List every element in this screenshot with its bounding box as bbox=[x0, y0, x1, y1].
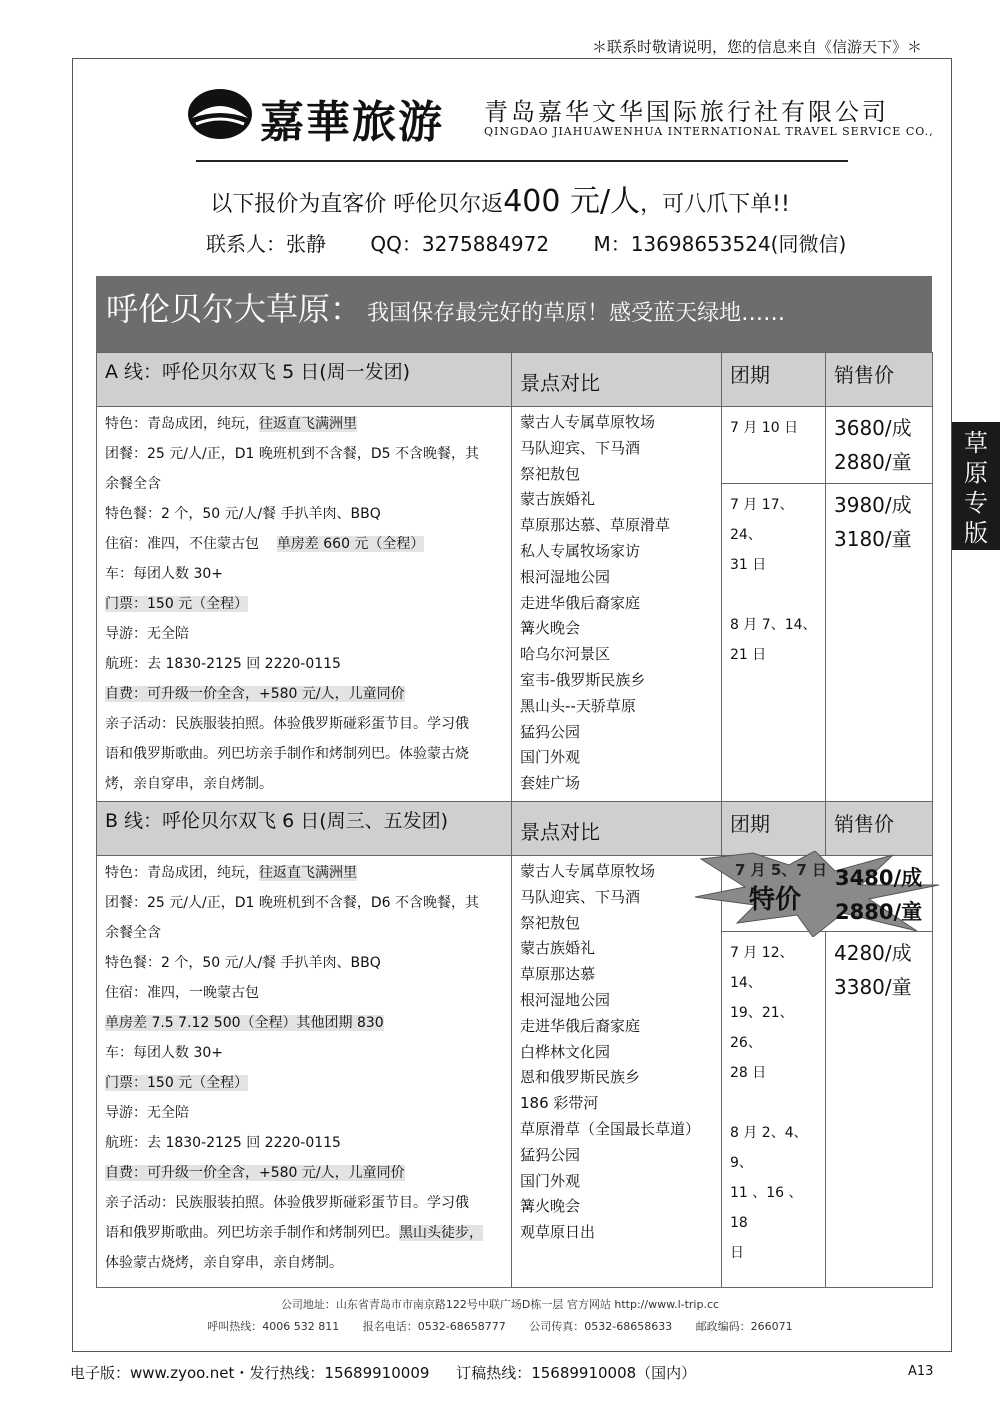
side-tab-char: 草 bbox=[964, 429, 988, 457]
promo-amount: 400 元/人 bbox=[503, 184, 641, 219]
line-b-special-row bbox=[97, 856, 933, 932]
banner-title: 呼伦贝尔大草原： bbox=[106, 290, 363, 328]
sight-item: 套娃广场 bbox=[520, 774, 581, 793]
contact-qq: QQ：3275884972 bbox=[370, 232, 550, 256]
detail-line: 门票：150 元（全程） bbox=[105, 1075, 249, 1091]
line-b-sights bbox=[512, 856, 722, 1288]
side-tab-char: 原 bbox=[964, 459, 988, 487]
side-tab-char: 版 bbox=[964, 519, 988, 547]
price-child: 3180/童 bbox=[834, 527, 912, 551]
line-b-price-header: 销售价 bbox=[826, 802, 933, 856]
detail-line: 语和俄罗斯歌曲。列巴坊亲手制作和烤制列巴。黑山头徒步， bbox=[105, 1225, 483, 1241]
date-line: 31 日 bbox=[730, 557, 767, 573]
line-b-dates bbox=[722, 932, 826, 1288]
sight-item: 国门外观 bbox=[520, 1171, 581, 1190]
detail-line: 住宿：准四，不住蒙古包 单房差 660 元（全程） bbox=[105, 536, 425, 552]
price-child: 3380/童 bbox=[834, 975, 912, 999]
special-dates: 7 月 5、7 日 bbox=[735, 861, 827, 879]
sight-item: 观草原日出 bbox=[520, 1223, 596, 1242]
detail-line: 住宿：准四，一晚蒙古包 bbox=[105, 985, 259, 1001]
edition-info: 电子版：www.zyoo.net・发行热线：15689910009 bbox=[70, 1364, 430, 1382]
price-child: 2880/童 bbox=[835, 900, 923, 924]
sight-item: 草原那达慕 bbox=[520, 965, 596, 984]
sight-item: 根河湿地公园 bbox=[520, 990, 611, 1009]
sight-item: 蒙古族婚礼 bbox=[520, 939, 596, 958]
title-banner bbox=[96, 276, 932, 352]
contact-person: 联系人：张静 bbox=[206, 232, 326, 256]
detail-line: 亲子活动：民族服装拍照。体验俄罗斯碰彩蛋节目。学习俄 bbox=[105, 716, 469, 732]
date-line: 日 bbox=[730, 1245, 744, 1261]
line-a-sights bbox=[512, 407, 722, 802]
date-line bbox=[730, 1088, 817, 1118]
detail-line: 车：每团人数 30+ bbox=[105, 1045, 223, 1061]
sight-item: 猛犸公园 bbox=[520, 722, 581, 741]
footer-hotline: 呼叫热线：4006 532 811 bbox=[207, 1320, 340, 1333]
company-name-en: QINGDAO JIAHUAWENHUA INTERNATIONAL TRAVEL SERVICE CO., bbox=[484, 125, 934, 138]
sight-item: 蒙古人专属草原牧场 bbox=[520, 413, 656, 431]
detail-line: 亲子活动：民族服装拍照。体验俄罗斯碰彩蛋节目。学习俄 bbox=[105, 1195, 469, 1211]
line-b-sights-header: 景点对比 bbox=[512, 802, 722, 856]
sight-item: 蒙古族婚礼 bbox=[520, 490, 596, 509]
sight-item: 马队迎宾、下马酒 bbox=[520, 887, 641, 906]
detail-line: 余餐全含 bbox=[105, 476, 161, 492]
sight-item: 白桦林文化园 bbox=[520, 1042, 611, 1061]
contact-mobile: M：13698653524(同微信) bbox=[593, 232, 847, 256]
side-tab bbox=[952, 422, 1000, 550]
sight-item: 蒙古人专属草原牧场 bbox=[520, 862, 656, 880]
promo-suffix: ，可八爪下单!! bbox=[640, 192, 790, 217]
sight-item: 186 彩带河 bbox=[520, 1094, 599, 1113]
side-tab-char: 专 bbox=[964, 489, 988, 517]
banner-subtitle: 我国保存最完好的草原！感受蓝天绿地…… bbox=[367, 301, 786, 326]
sight-item: 根河湿地公园 bbox=[520, 567, 611, 586]
detail-line: 体验蒙古烧烤，亲自穿串，亲自烤制。 bbox=[105, 1255, 343, 1271]
detail-line: 导游：无全陪 bbox=[105, 626, 189, 642]
date-line: 7 月 10 日 bbox=[730, 420, 799, 436]
sight-item: 祭祀敖包 bbox=[520, 913, 581, 932]
sight-item: 草原滑草（全国最长草道） bbox=[520, 1119, 701, 1138]
itinerary-table bbox=[96, 352, 933, 1288]
date-line: 28 日 bbox=[730, 1065, 767, 1081]
sight-item: 草原那达慕、草原滑草 bbox=[520, 516, 671, 535]
detail-line: 导游：无全陪 bbox=[105, 1105, 189, 1121]
footer-address: 公司地址：山东省青岛市市南京路122号中联广场D栋一层 官方网站 http://www.l-trip.cc bbox=[280, 1298, 720, 1311]
detail-line: 特色餐：2 个，50 元/人/餐 手扒羊肉、BBQ bbox=[105, 955, 381, 971]
line-b-price bbox=[826, 932, 933, 1288]
footer-fax: 公司传真：0532-68658633 bbox=[529, 1320, 673, 1333]
company-name-cn: 青岛嘉华文华国际旅行社有限公司 bbox=[484, 98, 889, 126]
footer-postcode: 邮政编码：266071 bbox=[695, 1320, 793, 1333]
line-b-dates-header: 团期 bbox=[722, 802, 826, 856]
page-number: A13 bbox=[908, 1364, 934, 1379]
line-b-special-cell bbox=[722, 856, 933, 932]
footer-hotlines bbox=[0, 1318, 1000, 1334]
company-logo bbox=[186, 82, 446, 150]
detail-line: 特色餐：2 个，50 元/人/餐 手扒羊肉、BBQ bbox=[105, 506, 381, 522]
detail-line: 航班：去 1830-2125 回 2220-0115 bbox=[105, 656, 341, 672]
line-a-dates-2 bbox=[722, 484, 826, 802]
sight-item: 走进华俄后裔家庭 bbox=[520, 593, 641, 612]
line-a-title: A 线：呼伦贝尔双飞 5 日(周一发团) bbox=[97, 353, 512, 407]
line-a-group-row-1 bbox=[97, 407, 933, 484]
special-prices bbox=[835, 861, 922, 929]
sight-item: 祭祀敖包 bbox=[520, 464, 581, 483]
detail-line: 特色：青岛成团，纯玩，往返直飞满洲里 bbox=[105, 416, 357, 432]
line-b-header-row bbox=[97, 802, 933, 856]
sight-item: 私人专属牧场家访 bbox=[520, 541, 641, 560]
line-a-dates-header: 团期 bbox=[722, 353, 826, 407]
header-divider bbox=[196, 160, 848, 162]
sight-item: 恩和俄罗斯民族乡 bbox=[520, 1068, 641, 1087]
line-b-details bbox=[97, 856, 512, 1288]
order-hotline: 订稿热线：15689910008（国内） bbox=[456, 1364, 697, 1382]
sight-item: 室韦-俄罗斯民族乡 bbox=[520, 670, 646, 689]
detail-line: 自费：可升级一价全含，+580 元/人，儿童同价 bbox=[105, 1165, 405, 1181]
line-a-price-2 bbox=[826, 484, 933, 802]
detail-line: 烤，亲自穿串，亲自烤制。 bbox=[105, 776, 273, 792]
date-line: 7 月 17、24、 bbox=[730, 497, 794, 543]
line-a-header-row bbox=[97, 353, 933, 407]
promo-prefix: 以下报价为直客价 呼伦贝尔返 bbox=[210, 192, 504, 217]
detail-line: 车：每团人数 30+ bbox=[105, 566, 223, 582]
sight-item: 马队迎宾、下马酒 bbox=[520, 438, 641, 457]
footer-signup: 报名电话：0532-68658777 bbox=[362, 1320, 506, 1333]
detail-line: 团餐：25 元/人/正，D1 晚班机到不含餐，D6 不含晚餐，其 bbox=[105, 895, 479, 911]
logo-emblem-icon bbox=[186, 84, 256, 144]
detail-line: 自费：可升级一价全含，+580 元/人，儿童同价 bbox=[105, 686, 405, 702]
price-child: 2880/童 bbox=[834, 450, 912, 474]
sight-item: 走进华俄后裔家庭 bbox=[520, 1016, 641, 1035]
date-line: 21 日 bbox=[730, 647, 767, 663]
sight-item: 猛犸公园 bbox=[520, 1145, 581, 1164]
contact-line bbox=[206, 228, 884, 257]
detail-line: 余餐全含 bbox=[105, 925, 161, 941]
price-adult: 3680/成 bbox=[834, 416, 912, 440]
date-line: 8 月 2、4、9、 bbox=[730, 1125, 808, 1171]
price-adult: 4280/成 bbox=[834, 941, 912, 965]
sight-item: 篝火晚会 bbox=[520, 1197, 581, 1216]
detail-line: 语和俄罗斯歌曲。列巴坊亲手制作和烤制列巴。体验蒙古烧 bbox=[105, 746, 469, 762]
date-line: 19、21、26、 bbox=[730, 1005, 794, 1051]
detail-line: 单房差 7.5 7.12 500（全程）其他团期 830 bbox=[105, 1015, 384, 1031]
detail-line: 航班：去 1830-2125 回 2220-0115 bbox=[105, 1135, 341, 1151]
top-note: ＊联系时敬请说明，您的信息来自《信游天下》＊ bbox=[591, 38, 922, 56]
line-a-sights-header: 景点对比 bbox=[512, 353, 722, 407]
line-a-details bbox=[97, 407, 512, 802]
bottom-bar bbox=[70, 1362, 718, 1383]
price-adult: 3480/成 bbox=[835, 866, 923, 890]
line-b-title: B 线：呼伦贝尔双飞 6 日(周三、五发团) bbox=[97, 802, 512, 856]
line-a-price-header: 销售价 bbox=[826, 353, 933, 407]
detail-line: 特色：青岛成团，纯玩，往返直飞满洲里 bbox=[105, 865, 357, 881]
detail-line: 门票：150 元（全程） bbox=[105, 596, 249, 612]
date-line: 8 月 7、14、 bbox=[730, 617, 817, 633]
logo-text: 嘉華旅游 bbox=[260, 97, 444, 148]
sight-item: 国门外观 bbox=[520, 748, 581, 767]
date-line: 7 月 12、14、 bbox=[730, 945, 794, 991]
sight-item: 哈乌尔河景区 bbox=[520, 645, 611, 664]
promo-line bbox=[0, 176, 1000, 220]
date-line: 11 、16 、18 bbox=[730, 1185, 803, 1231]
sight-item: 黑山头--天骄草原 bbox=[520, 696, 636, 715]
special-label: 特价 bbox=[749, 885, 802, 915]
sight-item: 篝火晚会 bbox=[520, 619, 581, 638]
line-a-price-1 bbox=[826, 407, 933, 484]
detail-line: 团餐：25 元/人/正，D1 晚班机到不含餐，D5 不含晚餐，其 bbox=[105, 446, 479, 462]
date-line bbox=[730, 580, 817, 610]
price-adult: 3980/成 bbox=[834, 493, 912, 517]
line-a-dates-1 bbox=[722, 407, 826, 484]
